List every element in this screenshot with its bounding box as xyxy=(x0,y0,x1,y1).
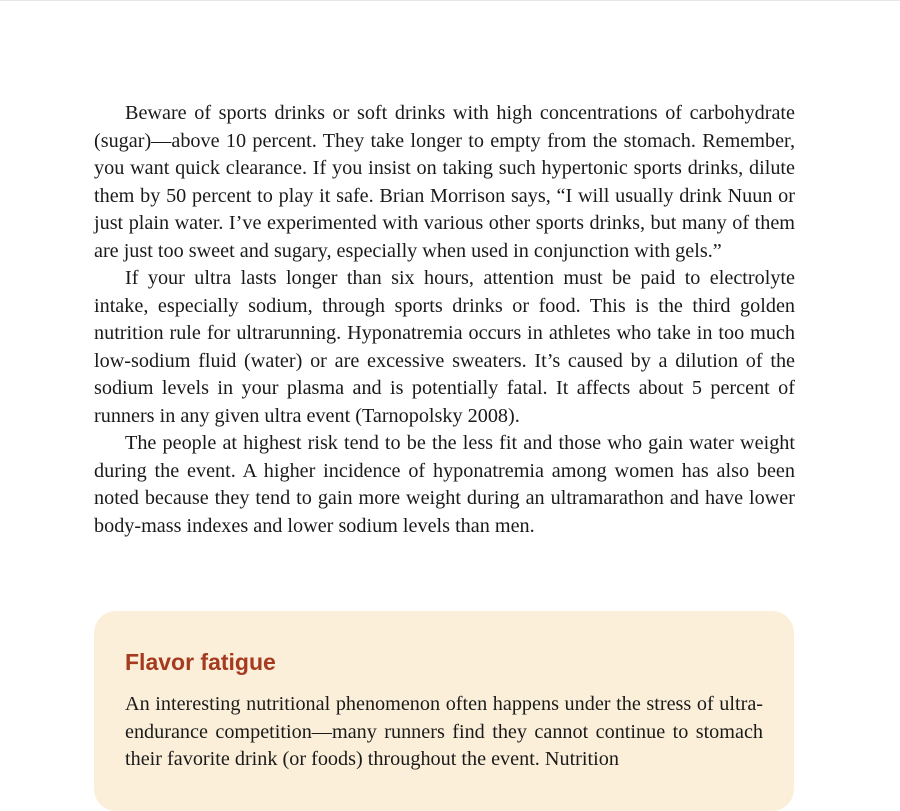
paragraph-sports-drinks: Beware of sports drinks or soft drinks with high concentrations of carbohydrate (sugar)—above 10 percent. They take longer to empty from the stomach. Remember, you want quick clearance. If you insist on taking such hypertonic sports drinks, dilute them by 50 percent to play it safe. Brian Morrison says, “I will usually drink Nuun or just plain water. I’ve experimented with various other sports drinks, but many of them are just too sweet and sugary, especially when used in conjunction with gels.” xyxy=(94,102,795,262)
paragraph-electrolytes: If your ultra lasts longer than six hours, attention must be paid to electrolyte intake, especially sodium, through sports drinks or food. This is the third golden nutrition rule for ultrarunning. Hyponatremia occurs in athletes who take in too much low-sodium fluid (water) or are excessive sweaters. It’s caused by a dilution of the sodium levels in your plasma and is potentially fatal. It affects about 5 percent of runners in any given ultra event (Tarnopolsky 2008). xyxy=(94,267,795,427)
sidebar-box xyxy=(94,611,794,811)
body-text xyxy=(94,100,795,540)
paragraph-risk-groups: The people at highest risk tend to be the less fit and those who gain water weight during the event. A higher incidence of hyponatremia among women has also been noted because they tend to gain more weight during an ultramarathon and have lower body-mass indexes and lower sodium levels than men. xyxy=(94,432,795,537)
sidebar-title: Flavor fatigue xyxy=(125,649,276,675)
sidebar-text: An interesting nutritional phenomenon often happens under the stress of ultra-endurance competition—many runners find they cannot continue to stomach their favorite drink (or foods) throughout the event. Nutrition xyxy=(125,693,763,770)
